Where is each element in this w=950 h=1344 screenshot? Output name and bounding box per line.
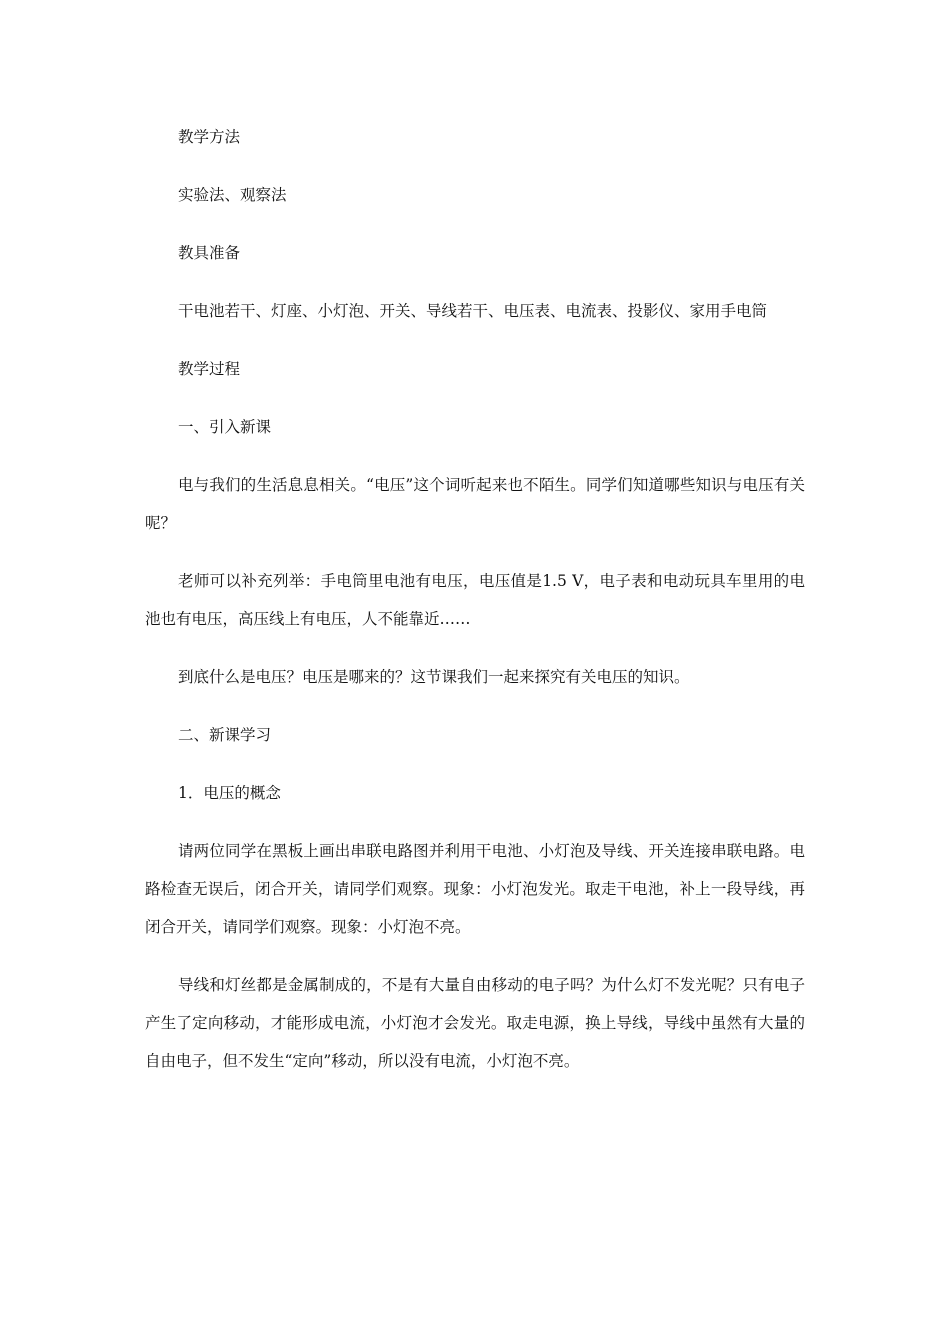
paragraph-teacher-examples: 老师可以补充列举：手电筒里电池有电压，电压值是1.5 V，电子表和电动玩具车里用的电池也有电压，高压线上有电压，人不能靠近…… — [145, 572, 805, 628]
paragraph-experiment: 请两位同学在黑板上画出串联电路图并利用干电池、小灯泡及导线、开关连接串联电路。电路检查无误后，闭合开关，请同学们观察。现象：小灯泡发光。取走干电池，补上一段导线，再闭合开关，请同学们观察。现象：小灯泡不亮。 — [145, 842, 805, 936]
heading-voltage-concept: 1．电压的概念 — [178, 784, 281, 802]
heading-teaching-process: 教学过程 — [178, 360, 241, 378]
heading-teaching-method: 教学方法 — [178, 128, 241, 146]
paragraph-question: 到底什么是电压？电压是哪来的？这节课我们一起来探究有关电压的知识。 — [178, 668, 690, 686]
paragraph-methods: 实验法、观察法 — [178, 186, 287, 204]
paragraph-intro: 电与我们的生活息息相关。“电压”这个词听起来也不陌生。同学们知道哪些知识与电压有关呢？ — [145, 476, 805, 532]
paragraph-aids-list: 干电池若干、灯座、小灯泡、开关、导线若干、电压表、电流表、投影仪、家用手电筒 — [178, 302, 768, 320]
document-body — [145, 118, 805, 1100]
paragraph-explanation: 导线和灯丝都是金属制成的，不是有大量自由移动的电子吗？为什么灯不发光呢？只有电子产生了定向移动，才能形成电流，小灯泡才会发光。取走电源，换上导线，导线中虽然有大量的自由电子，但不发生“定向”移动，所以没有电流，小灯泡不亮。 — [145, 976, 805, 1070]
heading-teaching-aids: 教具准备 — [178, 244, 241, 262]
heading-new-lesson: 二、新课学习 — [178, 726, 272, 744]
heading-introduce-lesson: 一、引入新课 — [178, 418, 272, 436]
